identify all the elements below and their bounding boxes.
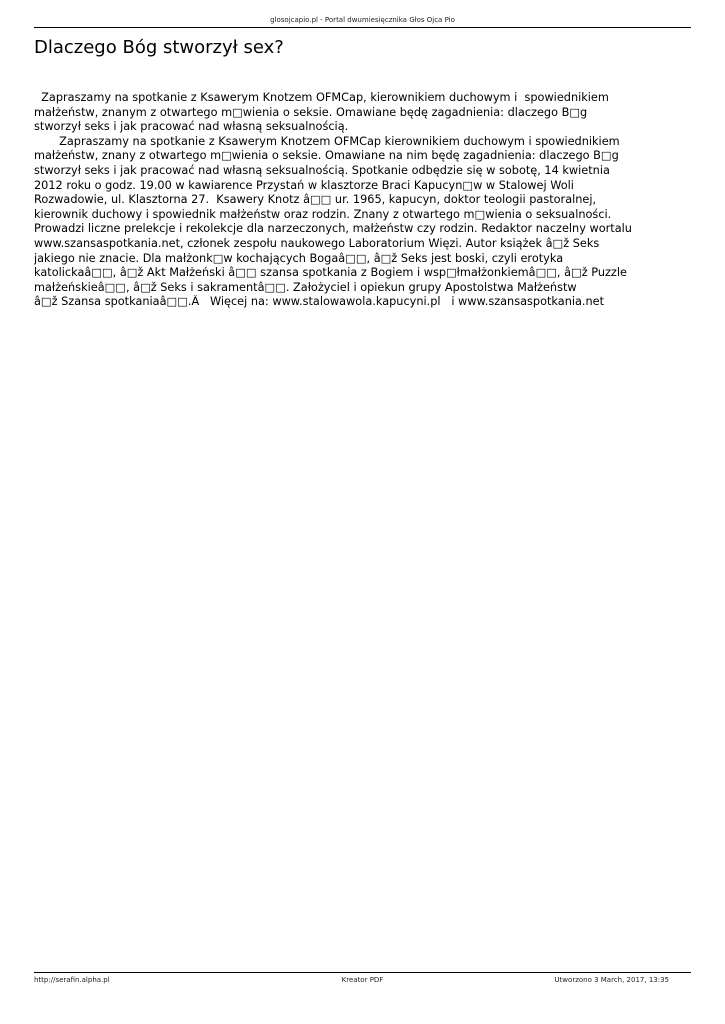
footer-source-link[interactable]: http://serafin.alpha.pl: [34, 976, 110, 984]
article-line: 2012 roku o godz. 19.00 w kawiarence Przystań w klasztorze Braci Kapucyn□w w Stalowej Woli: [34, 178, 574, 192]
article-line: www.szansaspotkania.net, członek zespołu naukowego Laboratorium Więzi. Autor książek â□ž Seks: [34, 236, 600, 250]
article-line: Prowadzi liczne prelekcje i rekolekcje dla narzeczonych, małżeństw czy rodzin. Redaktor naczelny wortalu: [34, 222, 632, 236]
article-line: stworzył seks i jak pracować nad własną seksualnością.: [34, 120, 349, 134]
article-line: katolickaâ□□, â□ž Akt Małżeński â□□ szansa spotkania z Bogiem i wsp□łmałżonkiemâ□□, â□ž Puzzle: [34, 266, 627, 280]
article-line: małżeńskieâ□□, â□ž Seks i sakramentâ□□. Założyciel i opiekun grupy Apostolstwa Małżeństw: [34, 280, 577, 294]
article-line: stworzył seks i jak pracować nad własną seksualnością. Spotkanie odbędzie się w sobotę, 14 kwietnia: [34, 163, 610, 177]
article-line: Zapraszamy na spotkanie z Ksawerym Knotzem OFMCap kierownikiem duchowym i spowiednikiem: [34, 134, 620, 148]
page-title: Dlaczego Bóg stworzył sex?: [34, 37, 284, 58]
article-line: jakiego nie znacie. Dla małżonk□w kochających Bogaâ□□, â□ž Seks jest boski, czyli erotyka: [34, 251, 564, 265]
header-site-line: glosojcapio.pl - Portal dwumiesięcznika Głos Ojca Pio: [270, 16, 455, 24]
header-divider: [34, 27, 691, 28]
article-line: kierownik duchowy i spowiednik małżeństw oraz rodzin. Znany z otwartego m□wienia o seksualności.: [34, 207, 612, 221]
article-body: [34, 91, 692, 310]
footer-divider: [34, 972, 691, 973]
article-line: małżeństw, znany z otwartego m□wienia o seksie. Omawiane na nim będę zagadnienia: dlaczego B□g: [34, 149, 619, 163]
article-line: małżeństw, znanym z otwartego m□wienia o seksie. Omawiane będę zagadnienia: dlaczego B□g: [34, 105, 588, 119]
article-line: Rozwadowie, ul. Klasztorna 27. Ksawery Knotz â□□ ur. 1965, kapucyn, doktor teologii pastoralnej,: [34, 193, 597, 207]
article-line: â□ž Szansa spotkaniaâ□□.Â Więcej na: www.stalowawola.kapucyni.pl i www.szansaspotkania.net: [34, 295, 605, 309]
footer-generator: Kreator PDF: [341, 976, 384, 984]
footer-created-date: Utworzono 3 March, 2017, 13:35: [554, 976, 669, 984]
article-line: Zapraszamy na spotkanie z Ksawerym Knotzem OFMCap, kierownikiem duchowym i spowiednikiem: [34, 91, 609, 104]
